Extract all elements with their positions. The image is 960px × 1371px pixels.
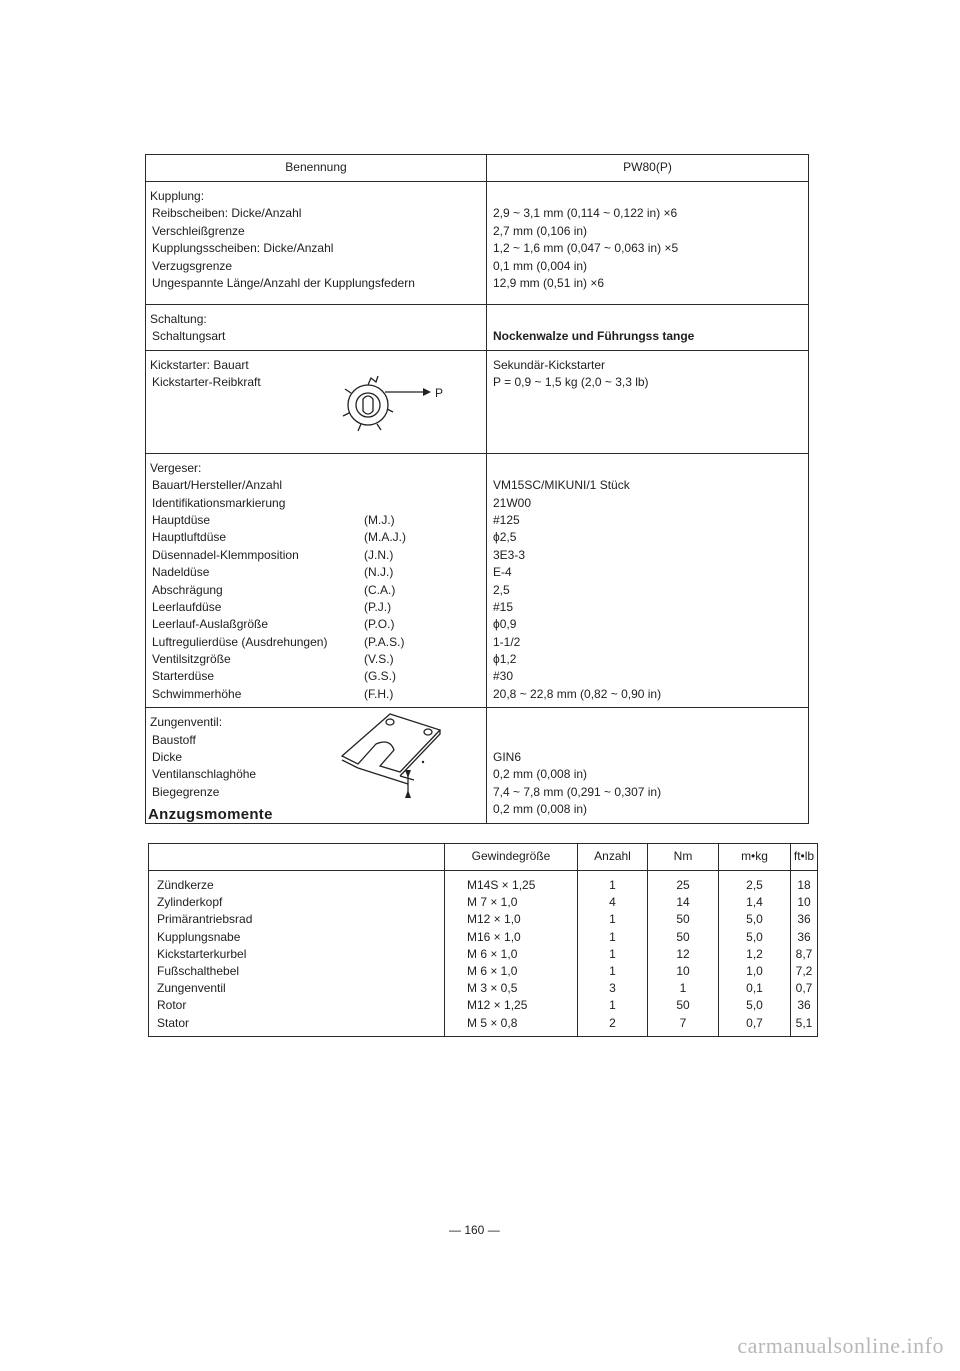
- reed-value: 0,2 mm (0,008 in): [493, 767, 588, 782]
- page-number: — 160 —: [449, 1223, 500, 1237]
- carb-values: [487, 453, 809, 707]
- torque-col-nm: Nm: [648, 844, 719, 871]
- carb-label: Starterdüse: [152, 669, 215, 684]
- torque-nm: 1: [679, 981, 687, 996]
- torque-ftlb: 5,1: [795, 1015, 813, 1030]
- torque-mkg: 5,0: [746, 998, 763, 1013]
- carb-label: Düsennadel-Klemmposition: [152, 547, 299, 562]
- clutch-labels: [146, 182, 487, 305]
- carb-labels: [146, 453, 487, 707]
- torque-nm: 25: [676, 878, 690, 892]
- torque-qty: 2: [609, 1015, 616, 1030]
- carb-abbr: (M.J.): [364, 512, 395, 527]
- torque-thread: M 6 × 1,0: [467, 946, 518, 961]
- kick-figure-label: P: [435, 385, 444, 400]
- torque-part: Zündkerze: [157, 878, 214, 892]
- torque-part: Zylinderkopf: [157, 895, 223, 910]
- torque-thread: M 5 × 0,8: [467, 1015, 518, 1030]
- carb-value: ϕ1,2: [493, 652, 517, 667]
- carb-row: [150, 634, 483, 651]
- torque-part: Rotor: [157, 998, 187, 1013]
- torque-part: Kupplungsnabe: [157, 929, 241, 944]
- reed-label: Biegegrenze: [152, 784, 220, 799]
- torque-ftlb: 8,7: [795, 946, 813, 961]
- torque-nm: 50: [676, 912, 690, 927]
- carb-value: 20,8 ~ 22,8 mm (0,82 ~ 0,90 in): [493, 686, 662, 701]
- carb-label: Identifikationsmarkierung: [152, 495, 286, 510]
- carb-row: [150, 668, 483, 685]
- carb-abbr: (G.S.): [364, 669, 396, 684]
- clutch-value: 2,7 mm (0,106 in): [493, 223, 588, 238]
- carb-label: Schwimmerhöhe: [152, 686, 242, 701]
- reed-valve-diagram-icon: [336, 708, 446, 800]
- spec-row-clutch: [146, 182, 809, 305]
- torque-qty: 1: [609, 998, 616, 1013]
- carb-value: #125: [493, 512, 520, 527]
- torque-nm: 14: [676, 895, 690, 910]
- shift-value: Nockenwalze und Führungss tange: [493, 329, 695, 344]
- torque-ftlb: 0,7: [795, 981, 813, 996]
- carb-value: 2,5: [493, 582, 510, 597]
- torque-mkg: 1,0: [746, 964, 763, 979]
- torque-part: Stator: [157, 1015, 190, 1030]
- torque-nms: [648, 871, 719, 1037]
- torque-part: Fußschalthebel: [157, 964, 240, 979]
- torque-col-part: [149, 844, 445, 871]
- clutch-title: Kupplung:: [150, 189, 205, 203]
- shift-values: [487, 305, 809, 351]
- clutch-label: Verschleißgrenze: [152, 223, 245, 238]
- carb-abbr: (J.N.): [364, 547, 394, 562]
- carb-value: 3E3-3: [493, 547, 526, 562]
- kickstarter-diagram-icon: [341, 373, 451, 435]
- carb-row: [150, 547, 483, 564]
- torque-nm: 50: [676, 929, 690, 944]
- spec-header-right: PW80(P): [487, 155, 809, 182]
- torque-thread: M 6 × 1,0: [467, 964, 518, 979]
- torque-header-row: [149, 844, 818, 871]
- spec-header-left: Benennung: [146, 155, 487, 182]
- carb-row: [150, 529, 483, 546]
- reed-title: Zungenventil:: [150, 715, 223, 730]
- carb-abbr: (C.A.): [364, 582, 396, 597]
- carb-label: Hauptluftdüse: [152, 530, 227, 545]
- clutch-values: [487, 182, 809, 305]
- reed-label: Baustoff: [152, 732, 196, 747]
- kick-values: [487, 350, 809, 453]
- carb-row: [150, 686, 483, 703]
- torque-qty: 1: [609, 878, 616, 892]
- torque-ftlb: 10: [797, 895, 811, 910]
- torque-mkg: 0,1: [746, 981, 763, 996]
- clutch-value: 12,9 mm (0,51 in) ×6: [493, 275, 605, 290]
- carb-abbr: (N.J.): [364, 565, 394, 580]
- carb-label: Leerlaufdüse: [152, 599, 222, 614]
- torque-section-title: Anzugsmomente: [148, 806, 273, 823]
- spec-row-carb: [146, 453, 809, 707]
- kick-value: Sekundär-Kickstarter: [493, 357, 606, 372]
- carb-label: Hauptdüse: [152, 512, 211, 527]
- carb-value: ϕ0,9: [493, 617, 517, 632]
- carb-label: Leerlauf-Auslaßgröße: [152, 617, 269, 632]
- carb-label: Luftregulierdüse (Ausdrehungen): [152, 634, 328, 649]
- torque-nm: 12: [676, 946, 690, 961]
- torque-threads: [445, 871, 578, 1037]
- reed-value: 0,2 mm (0,008 in): [493, 802, 588, 817]
- torque-qty: 1: [609, 964, 616, 979]
- torque-thread: M16 × 1,0: [467, 929, 521, 944]
- reed-value: GIN6: [493, 750, 522, 765]
- spec-header-row: [146, 155, 809, 182]
- carb-abbr: (P.A.S.): [364, 634, 405, 649]
- carb-row: [150, 512, 483, 529]
- spec-row-shift: [146, 305, 809, 351]
- torque-body: [149, 871, 818, 1037]
- torque-nm: 50: [676, 998, 690, 1013]
- clutch-label: Kupplungsscheiben: Dicke/Anzahl: [152, 241, 334, 256]
- carb-label: Ventilsitzgröße: [152, 652, 231, 667]
- reed-label: Ventilanschlaghöhe: [152, 767, 257, 782]
- clutch-label: Ungespannte Länge/Anzahl der Kupplungsfedern: [152, 275, 415, 290]
- shift-labels: [146, 305, 487, 351]
- carb-value: #15: [493, 599, 514, 614]
- torque-thread: M12 × 1,25: [467, 998, 528, 1013]
- carb-row: [150, 495, 483, 512]
- torque-nm: 7: [679, 1015, 687, 1030]
- clutch-label: Verzugsgrenze: [152, 258, 233, 273]
- clutch-value: 2,9 ~ 3,1 mm (0,114 ~ 0,122 in) ×6: [493, 206, 678, 221]
- clutch-value: 0,1 mm (0,004 in): [493, 258, 588, 273]
- carb-abbr: (V.S.): [364, 652, 394, 667]
- torque-qty: 1: [609, 912, 616, 927]
- clutch-value: 1,2 ~ 1,6 mm (0,047 ~ 0,063 in) ×5: [493, 241, 679, 256]
- torque-thread: M 7 × 1,0: [467, 895, 518, 910]
- watermark: carmanualsonline.info: [737, 1333, 944, 1358]
- kick-label: Kickstarter: Bauart: [150, 357, 249, 372]
- carb-row: [150, 582, 483, 599]
- torque-mkgs: [719, 871, 791, 1037]
- carb-value: VM15SC/MIKUNI/1 Stück: [493, 478, 630, 493]
- carb-row: [150, 651, 483, 668]
- shift-label: Schaltungsart: [152, 329, 226, 344]
- torque-nm: 10: [676, 964, 690, 979]
- kick-labels: [146, 350, 487, 453]
- carb-value: ϕ2,5: [493, 530, 517, 545]
- shift-title: Schaltung:: [150, 312, 207, 326]
- carb-label: Abschrägung: [152, 582, 223, 597]
- torque-mkg: 1,4: [746, 895, 763, 910]
- torque-col-qty: Anzahl: [578, 844, 648, 871]
- carb-label: Nadeldüse: [152, 565, 210, 580]
- torque-part: Kickstarterkurbel: [157, 946, 247, 961]
- carb-row: [150, 616, 483, 633]
- spec-row-kick: [146, 350, 809, 453]
- torque-mkg: 5,0: [746, 912, 763, 927]
- torque-ftlb: 36: [797, 998, 811, 1013]
- torque-ftlb: 36: [797, 929, 811, 944]
- torque-table: [148, 843, 818, 1037]
- torque-mkg: 1,2: [746, 946, 763, 961]
- torque-ftlb: 36: [797, 912, 811, 927]
- torque-mkg: 2,5: [746, 878, 763, 892]
- torque-ftlb: 7,2: [795, 964, 813, 979]
- carb-value: 21W00: [493, 495, 532, 510]
- reed-values: [487, 708, 809, 823]
- torque-thread: M12 × 1,0: [467, 912, 521, 927]
- torque-part: Zungenventil: [157, 981, 226, 996]
- torque-col-thread: Gewindegröße: [445, 844, 578, 871]
- clutch-label: Reibscheiben: Dicke/Anzahl: [152, 206, 302, 221]
- reed-label: Dicke: [152, 750, 183, 765]
- torque-mkg: 0,7: [746, 1015, 763, 1030]
- torque-part: Primärantriebsrad: [157, 912, 253, 927]
- torque-parts: [149, 871, 445, 1037]
- reed-value: 7,4 ~ 7,8 mm (0,291 ~ 0,307 in): [493, 784, 662, 799]
- torque-ftlbs: [791, 871, 818, 1037]
- carb-value: 1-1/2: [493, 634, 521, 649]
- torque-qtys: [578, 871, 648, 1037]
- carb-row: [150, 477, 483, 494]
- carb-abbr: (P.O.): [364, 617, 395, 632]
- carb-title: Vergeser:: [150, 460, 202, 475]
- torque-thread: M14S × 1,25: [467, 878, 536, 892]
- torque-mkg: 5,0: [746, 929, 763, 944]
- torque-qty: 3: [609, 981, 616, 996]
- torque-col-mkg: m•kg: [719, 844, 791, 871]
- torque-thread: M 3 × 0,5: [467, 981, 518, 996]
- carb-row: [150, 599, 483, 616]
- carb-value: #30: [493, 669, 514, 684]
- carb-row: [150, 564, 483, 581]
- torque-qty: 1: [609, 929, 616, 944]
- torque-qty: 1: [609, 946, 616, 961]
- spec-table: [145, 154, 809, 824]
- kick-value: P = 0,9 ~ 1,5 kg (2,0 ~ 3,3 lb): [493, 375, 649, 390]
- torque-ftlb: 18: [797, 878, 811, 892]
- carb-abbr: (F.H.): [364, 686, 394, 701]
- torque-qty: 4: [609, 895, 616, 910]
- carb-abbr: (P.J.): [364, 599, 392, 614]
- torque-col-ftlb: ft•lb: [791, 844, 818, 871]
- carb-label: Bauart/Hersteller/Anzahl: [152, 478, 283, 493]
- carb-abbr: (M.A.J.): [364, 530, 406, 545]
- kick-label: Kickstarter-Reibkraft: [152, 375, 261, 390]
- carb-value: E-4: [493, 565, 512, 580]
